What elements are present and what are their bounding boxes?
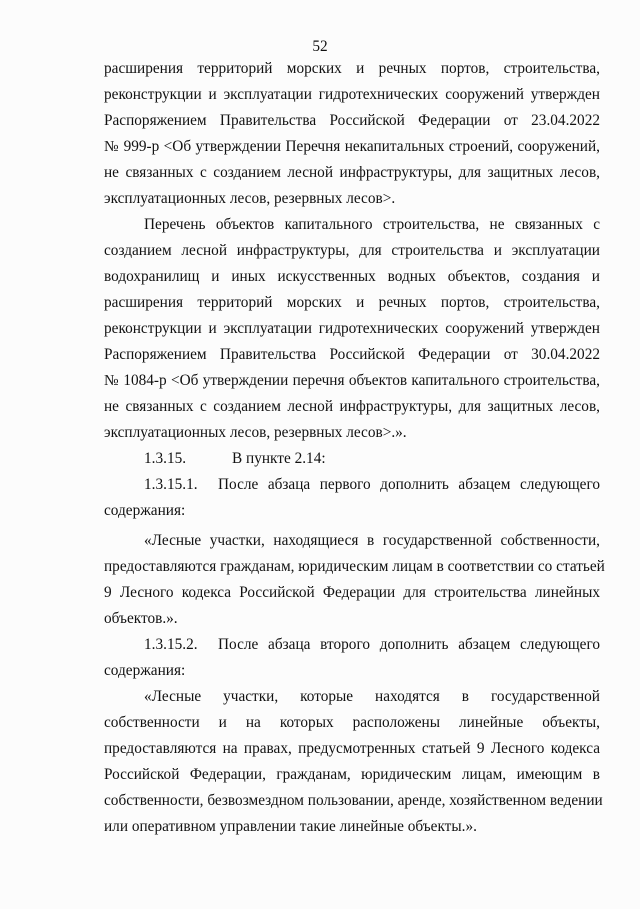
page-number: 52 xyxy=(312,38,328,55)
text-line: содержания: xyxy=(104,502,186,519)
text-line: предоставляются гражданам, юридическим лицам в соответствии со статьей xyxy=(104,558,605,575)
text-line: эксплуатационных лесов, резервных лесов>. xyxy=(104,190,396,207)
text-line: реконструкции и эксплуатации гидротехнических сооружений утвержден xyxy=(104,86,600,103)
text-line: расширения территорий морских и речных портов, строительства, xyxy=(104,294,600,311)
text-line: созданием лесной инфраструктуры, для строительства и эксплуатации xyxy=(104,242,600,259)
text-line: 9 Лесного кодекса Российской Федерации для строительства линейных xyxy=(104,584,600,601)
clause-text: После абзаца второго дополнить абзацем следующего xyxy=(218,636,600,653)
clause-1-3-15-2 xyxy=(0,632,600,658)
clause-1-3-15-1 xyxy=(0,472,600,498)
text-line: «Лесные участки, находящиеся в государственной собственности, xyxy=(144,532,600,549)
clause-number: 1.3.15.2. xyxy=(144,636,198,653)
text-line: предоставляются на правах, предусмотренных статьей 9 Лесного кодекса xyxy=(104,740,600,757)
text-line: собственности и на которых расположены линейные объекты, xyxy=(104,714,600,731)
text-line: № 999-р <Об утверждении Перечня некапитальных строений, сооружений, xyxy=(104,138,600,155)
text-line: эксплуатационных лесов, резервных лесов>.». xyxy=(104,424,407,441)
text-line: Перечень объектов капитального строительства, не связанных с xyxy=(144,216,600,233)
text-line: Распоряжением Правительства Российской Федерации от 23.04.2022 xyxy=(104,112,600,129)
text-line: или оперативном управлении такие линейные объекты.». xyxy=(104,818,477,835)
text-line: реконструкции и эксплуатации гидротехнических сооружений утвержден xyxy=(104,320,600,337)
text-line: «Лесные участки, которые находятся в государственной xyxy=(144,688,600,705)
clause-text: В пункте 2.14: xyxy=(232,450,326,467)
text-line: Распоряжением Правительства Российской Федерации от 30.04.2022 xyxy=(104,346,600,363)
text-line: объектов.». xyxy=(104,610,178,627)
clause-number: 1.3.15. xyxy=(144,450,187,467)
text-line: содержания: xyxy=(104,662,186,679)
text-line: расширения территорий морских и речных портов, строительства, xyxy=(104,60,600,77)
text-line: не связанных с созданием лесной инфраструктуры, для защитных лесов, xyxy=(104,398,600,415)
clause-1-3-15 xyxy=(0,446,640,472)
clause-text: После абзаца первого дополнить абзацем следующего xyxy=(218,476,600,493)
text-line: водохранилищ и иных искусственных водных объектов, создания и xyxy=(104,268,600,285)
text-line: № 1084-р <Об утверждении перечня объектов капитального строительства, xyxy=(104,372,600,389)
text-line: не связанных с созданием лесной инфраструктуры, для защитных лесов, xyxy=(104,164,600,181)
text-line: собственности, безвозмездном пользовании, аренде, хозяйственном ведении xyxy=(104,792,603,809)
text-line: Российской Федерации, гражданам, юридическим лицам, имеющим в xyxy=(104,766,600,783)
clause-number: 1.3.15.1. xyxy=(144,476,198,493)
